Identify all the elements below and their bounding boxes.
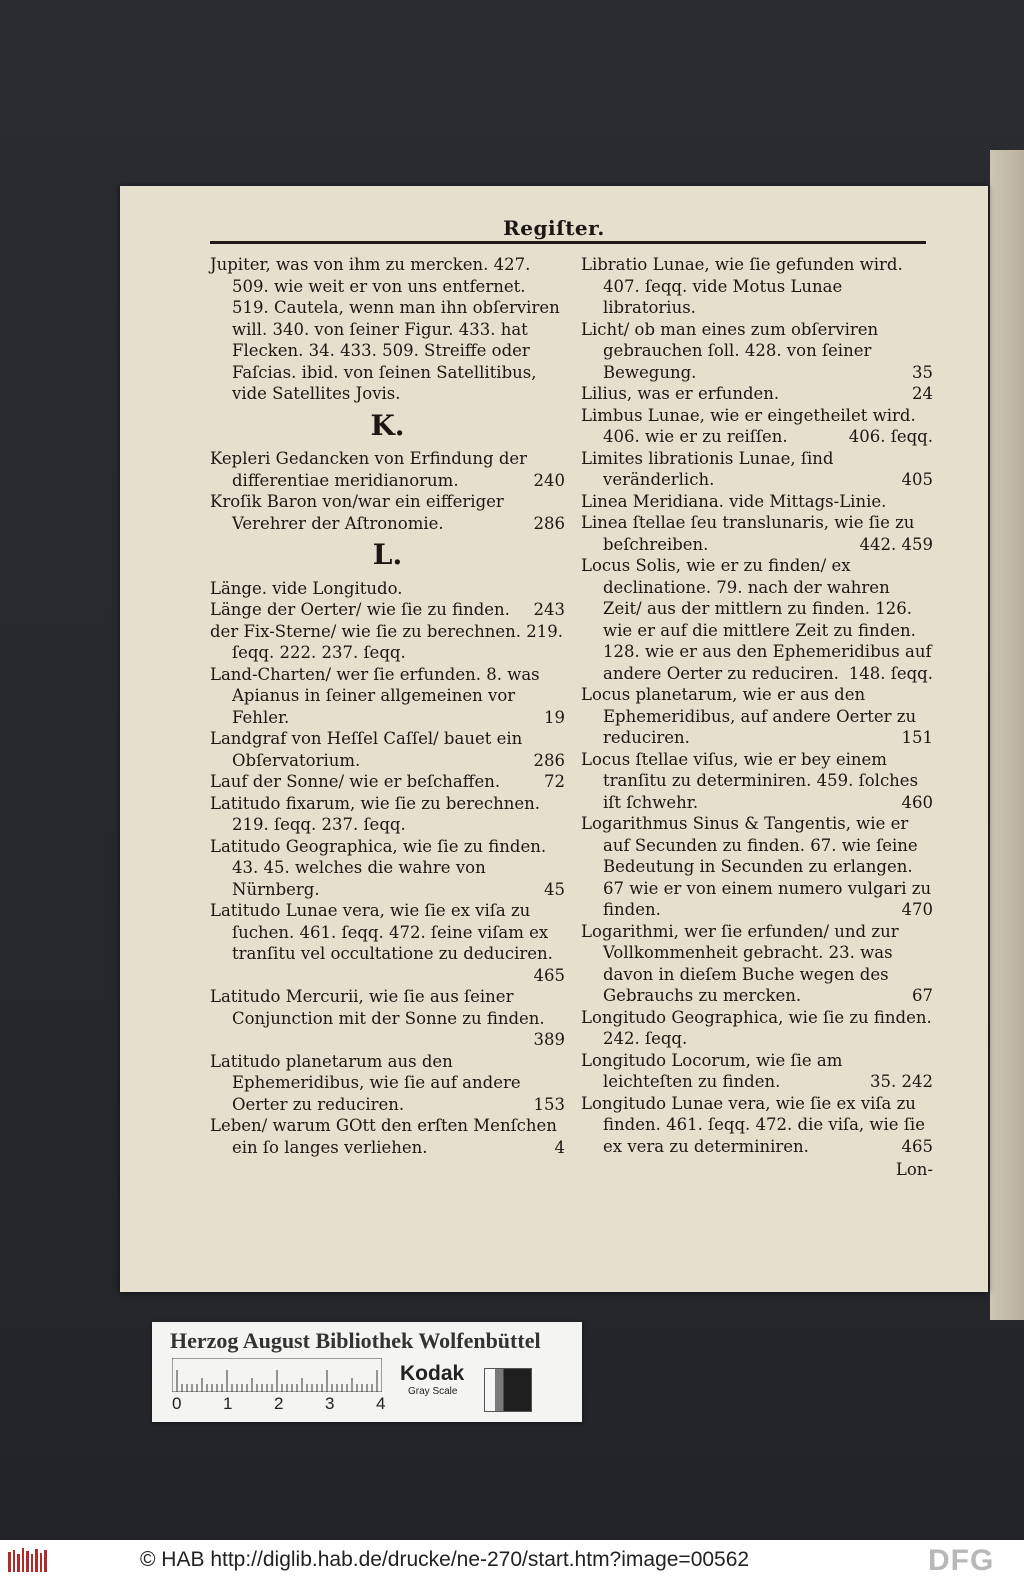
entry-text: Libratio Lunae, wie ſie gefunden wird. 407. ſeqq. vide Motus Lunae libratorius. — [581, 255, 903, 317]
entry-text: der Fix-Sterne/ wie ſie zu berechnen. 219. ſeqq. 222. 237. ſeqq. — [210, 621, 564, 662]
ruler-number: 0 — [172, 1394, 182, 1413]
entry-text: Locus planetarum, wie er aus den Ephemeridibus, auf andere Oerter zu reduciren. — [581, 685, 917, 747]
page-title: Regiſter. — [503, 216, 605, 240]
book-page — [120, 186, 988, 1292]
entry-text: Longitudo Lunae vera, wie ſie ex viſa zu finden. 461. ſeqq. 472. die viſa, wie ſie ex vera zu determiniren. — [581, 1093, 925, 1156]
entry-page-number: 286 — [533, 513, 565, 533]
scale-ruler — [172, 1358, 382, 1392]
index-entry — [210, 599, 565, 621]
entry-text: Linea Meridiana. vide Mittags-Linie. — [581, 491, 887, 511]
next-page-edge — [990, 150, 1024, 1320]
entry-text: Landgraf von Heſſel Caſſel/ bauet ein Obſervatorium. — [210, 729, 523, 770]
entry-text: Latitudo Geographica, wie ſie zu finden. 43. 45. welches die wahre von Nürnberg. — [210, 836, 547, 899]
ruler-number: 2 — [274, 1394, 284, 1413]
index-entry — [210, 1115, 565, 1158]
entry-text: Linea ſtellae ſeu translunaris, wie ſie zu beſchreiben. — [581, 513, 915, 554]
index-entry — [210, 578, 565, 600]
entry-page-number: 72 — [544, 772, 565, 791]
entry-text: Longitudo Locorum, wie ſie am leichteſten zu finden. — [581, 1050, 843, 1091]
index-entry — [581, 319, 933, 384]
entry-page-number: 460 — [901, 792, 933, 812]
section-letter: L. — [372, 538, 403, 571]
entry-page-number: 19 — [544, 707, 565, 727]
index-entry — [581, 512, 933, 555]
entry-page-number: 45 — [544, 879, 565, 899]
entry-text: Licht/ ob man eines zum obſerviren gebrauchen ſoll. 428. von ſeiner Bewegung. — [581, 319, 879, 382]
section-letter: K. — [370, 408, 405, 442]
entry-text: Latitudo Mercurii, wie ſie aus ſeiner Conjunction mit der Sonne zu finden. — [210, 987, 545, 1028]
index-entry — [210, 836, 565, 901]
entry-text: Logarithmus Sinus & Tangentis, wie er auf Secunden zu finden. 67. wie ſeine Bedeutung in Secunden zu erlangen. 67 wie er von einem numero vulgari zu finden. — [581, 814, 932, 919]
entry-page-number: 470 — [901, 900, 933, 919]
entry-text: Leben/ warum GOtt den erſten Menſchen ein ſo langes verliehen. — [210, 1116, 557, 1157]
index-entry — [210, 448, 565, 491]
entry-page-number: 465 — [901, 1136, 933, 1156]
index-entry — [581, 383, 933, 405]
ruler-number: 4 — [376, 1394, 386, 1413]
index-entry — [581, 254, 933, 319]
index-entry — [581, 1093, 933, 1158]
library-label-card — [152, 1322, 582, 1422]
entry-text: Lauf der Sonne/ wie er beſchaffen. — [210, 772, 501, 791]
index-entry — [581, 813, 933, 921]
entry-text: Logarithmi, wer ſie erfunden/ und zur Vollkommenheit gebracht. 23. was davon in dieſem Buche wegen des Gebrauchs zu mercken. — [581, 921, 899, 1005]
index-entry — [210, 1051, 565, 1116]
entry-page-number: 153 — [533, 1094, 565, 1114]
entry-text: Latitudo fixarum, wie ſie zu berechnen. 219. ſeqq. 237. ſeqq. — [210, 793, 540, 834]
footer-bar — [0, 1540, 1024, 1582]
entry-text: Kepleri Gedancken von Erfindung der differentiae meridianorum. — [210, 449, 528, 490]
entry-page-number: 24 — [912, 384, 933, 403]
copyright-url[interactable]: © HAB http://diglib.hab.de/drucke/ne-270/start.htm?image=00562 — [140, 1548, 750, 1571]
index-entry — [210, 664, 565, 729]
entry-page-number: 465 — [533, 965, 565, 985]
index-entry — [581, 1050, 933, 1093]
entry-text: Kroſik Baron von/war ein eifferiger Verehrer der Aſtronomie. — [210, 492, 504, 533]
entry-text: Longitudo Geographica, wie ſie zu finden. 242. ſeqq. — [581, 1007, 932, 1048]
index-entry — [581, 405, 933, 448]
entry-page-number: 151 — [901, 728, 933, 747]
entry-text: Länge der Oerter/ wie ſie zu finden. — [210, 600, 510, 619]
index-entry — [210, 900, 565, 986]
brand-subtitle: Gray Scale — [408, 1386, 458, 1397]
index-entry — [210, 793, 565, 836]
index-entry — [581, 684, 933, 749]
index-entry — [210, 254, 565, 405]
entry-page-number: 35. 242 — [870, 1072, 933, 1091]
index-entry — [581, 749, 933, 814]
catchword: Lon- — [895, 1160, 933, 1179]
entry-page-number: 406. ſeqq. — [848, 427, 933, 446]
entry-text: Locus ſtellae viſus, wie er bey einem tranſitu zu determiniren. 459. ſolches iſt ſchwehr. — [581, 749, 919, 812]
entry-page-number: 240 — [533, 470, 565, 490]
index-entry — [210, 491, 565, 534]
brand-name: Kodak — [400, 1362, 465, 1385]
entry-text: Locus Solis, wie er zu finden/ ex declinatione. 79. nach der wahren Zeit/ aus der mittlern zu finden. 126. wie er auf die mittlere Zeit zu finden. 128. wie er aus den Ephemeridibus auf andere Oerter zu reduciren. — [581, 556, 932, 683]
entry-text: Jupiter, was von ihm zu mercken. 427. 509. wie weit er von uns entfernet. 519. Cautela, wenn man ihn obſerviren will. 340. von ſeiner Figur. 433. hat Flecken. 34. 433. 509. Streiffe oder Faſcias. ibid. von ſeinen Satellitibus, vide Satellites Jovis. — [210, 255, 560, 403]
entry-page-number: 286 — [533, 750, 565, 770]
index-entry — [210, 621, 565, 664]
library-name: Herzog August Bibliothek Wolfenbüttel — [170, 1328, 541, 1353]
ruler-number: 1 — [223, 1394, 233, 1413]
header-rule — [210, 241, 926, 244]
entry-text: Limites librationis Lunae, ſind veränderlich. — [581, 448, 834, 489]
entry-text: Latitudo Lunae vera, wie ſie ex viſa zu ſuchen. 461. ſeqq. 472. ſeine viſam ex tranſitu vel occultatione zu deduciren. — [210, 901, 553, 963]
index-entry — [581, 555, 933, 684]
dfg-logo: DFG — [928, 1544, 995, 1577]
ruler-number: 3 — [325, 1394, 335, 1413]
left-column — [210, 254, 565, 1158]
index-entry — [581, 448, 933, 491]
entry-page-number: 405 — [901, 470, 933, 489]
index-entry — [581, 1007, 933, 1050]
entry-text: Limbus Lunae, wie er eingetheilet wird. 406. wie er zu reiſſen. — [581, 405, 916, 446]
hab-barcode-icon — [8, 1548, 48, 1574]
entry-page-number: 4 — [554, 1137, 565, 1157]
entry-page-number: 67 — [912, 986, 933, 1005]
entry-page-number: 442. 459 — [859, 534, 933, 554]
index-entry — [210, 728, 565, 771]
entry-page-number: 35 — [912, 362, 933, 382]
entry-page-number: 148. ſeqq. — [848, 663, 933, 683]
entry-page-number: 243 — [533, 600, 565, 619]
index-entry — [581, 921, 933, 1007]
right-column — [581, 254, 933, 1181]
entry-text: Lilius, was er erfunden. — [581, 384, 780, 403]
entry-text: Land-Charten/ wer ſie erfunden. 8. was Apianus in ſeiner allgemeinen vor Fehler. — [210, 664, 540, 727]
entry-text: Latitudo planetarum aus den Ephemeridibus, wie ſie auf andere Oerter zu reduciren. — [210, 1051, 521, 1114]
gray-scale-chip — [484, 1368, 532, 1412]
index-entry — [210, 986, 565, 1051]
entry-text: Länge. vide Longitudo. — [210, 578, 403, 598]
entry-page-number: 389 — [533, 1030, 565, 1049]
index-entry — [210, 771, 565, 793]
index-entry — [581, 491, 933, 513]
